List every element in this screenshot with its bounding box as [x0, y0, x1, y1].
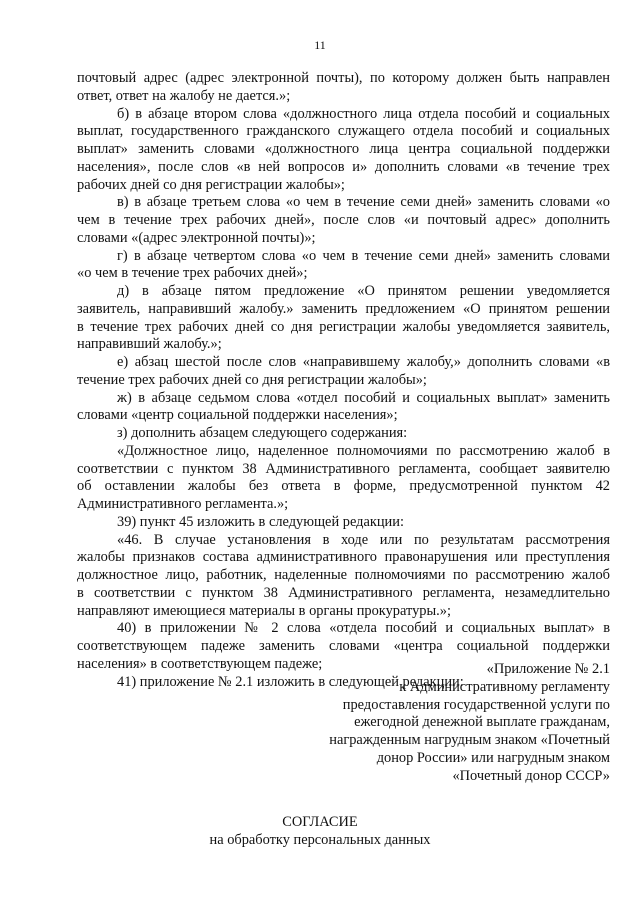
body-line: соответствии с пунктом 38 Административного регламента, сообщает заявителю	[77, 460, 610, 477]
appendix-line: к Административному регламенту	[399, 678, 610, 695]
body-line: «Должностное лицо, наделенное полномочиями по рассмотрению жалоб в	[117, 442, 610, 459]
body-line: г) в абзаце четвертом слова «о чем в течение семи дней» заменить словами	[117, 247, 610, 264]
body-line: течение трех рабочих дней со дня регистрации жалобы»;	[77, 371, 427, 388]
body-line: Административного регламента.»;	[77, 496, 289, 512]
body-line: е) абзац шестой после слов «направившему жалобу,» дополнить словами «в	[117, 354, 610, 370]
body-line: д) в абзаце пятом предложение «О принятом решении уведомляется	[117, 283, 610, 299]
appendix-header	[300, 661, 610, 785]
body-line: об оставлении жалобы без ответа в форме, предусмотренной пунктом 42	[77, 478, 610, 495]
page-number: 11	[314, 38, 326, 52]
body-line: жалобы признаков состава административного правонарушения или преступления	[77, 549, 610, 566]
consent-title: СОГЛАСИЕ	[282, 814, 358, 830]
body-line: должностное лицо, работник, наделенные полномочиями по рассмотрению жалоб	[77, 567, 610, 583]
appendix-line: донор России» или нагрудным знаком	[376, 749, 610, 766]
body-line: 41) приложение № 2.1 изложить в следующей редакции:	[117, 673, 464, 690]
body-line: «о чем в течение трех рабочих дней»;	[77, 265, 308, 282]
appendix-line: награжденным нагрудным знаком «Почетный	[329, 732, 610, 748]
body-line: 39) пункт 45 изложить в следующей редакции:	[117, 513, 404, 530]
body-line: б) в абзаце втором слова «должностного лица отдела пособий и социальных	[117, 105, 610, 122]
body-line: направляют имеющиеся материалы в органы прокуратуры.»;	[77, 602, 451, 619]
appendix-line: «Почетный донор СССР»	[452, 767, 610, 784]
body-line: в соответствии с пунктом 38 Административного регламента, незамедлительно	[77, 584, 610, 601]
body-line: словами «центр социальной поддержки населения»;	[77, 407, 398, 424]
body-line: в течение трех рабочих дней со дня регистрации жалобы уведомляется заявитель,	[77, 318, 610, 335]
appendix-line: предоставления государственной услуги по	[342, 696, 610, 713]
body-line: з) дополнить абзацем следующего содержания:	[117, 425, 408, 441]
body-line: соответствующем падеже заменить словами «центра социальной поддержки	[77, 638, 610, 654]
consent-subtitle: на обработку персональных данных	[209, 832, 431, 848]
body-line: населения» в соответствующем падеже;	[77, 655, 323, 672]
body-line: населения», после слов «в ней вопросов и» дополнить словами «в течение трех	[77, 158, 610, 175]
body-line: словами «(адрес электронной почты)»;	[77, 229, 316, 246]
body-text	[77, 70, 610, 691]
body-line: «46. В случае установления в ходе или по результатам рассмотрения	[117, 531, 610, 548]
body-line: ответ, ответ на жалобу не дается.»;	[77, 87, 291, 104]
body-line: рабочих дней со дня регистрации жалобы»;	[77, 176, 345, 193]
body-line: заявитель, направивший жалобу.» заменить предложением «О принятом решении	[77, 300, 610, 317]
body-line: в) в абзаце третьем слова «о чем в течение семи дней» заменить словами «о	[117, 194, 610, 211]
body-line: направивший жалобу.»;	[77, 336, 222, 353]
body-line: 40) в приложении № 2 слова «отдела пособий и социальных выплат» в	[117, 620, 610, 637]
body-line: выплат, государственного гражданского служащего отдела пособий и социальных	[77, 123, 610, 140]
body-line: почтовый адрес (адрес электронной почты), по которому должен быть направлен	[77, 70, 610, 86]
appendix-line: «Приложение № 2.1	[486, 661, 610, 677]
appendix-line: ежегодной денежной выплате гражданам,	[354, 714, 610, 731]
body-line: выплат» заменить словами «должностного лица центра социальной поддержки	[77, 141, 610, 157]
body-line: ж) в абзаце седьмом слова «отдел пособий и социальных выплат» заменить	[117, 389, 610, 406]
body-line: чем в течение трех рабочих дней», после слов «и почтовый адрес» дополнить	[77, 212, 610, 228]
